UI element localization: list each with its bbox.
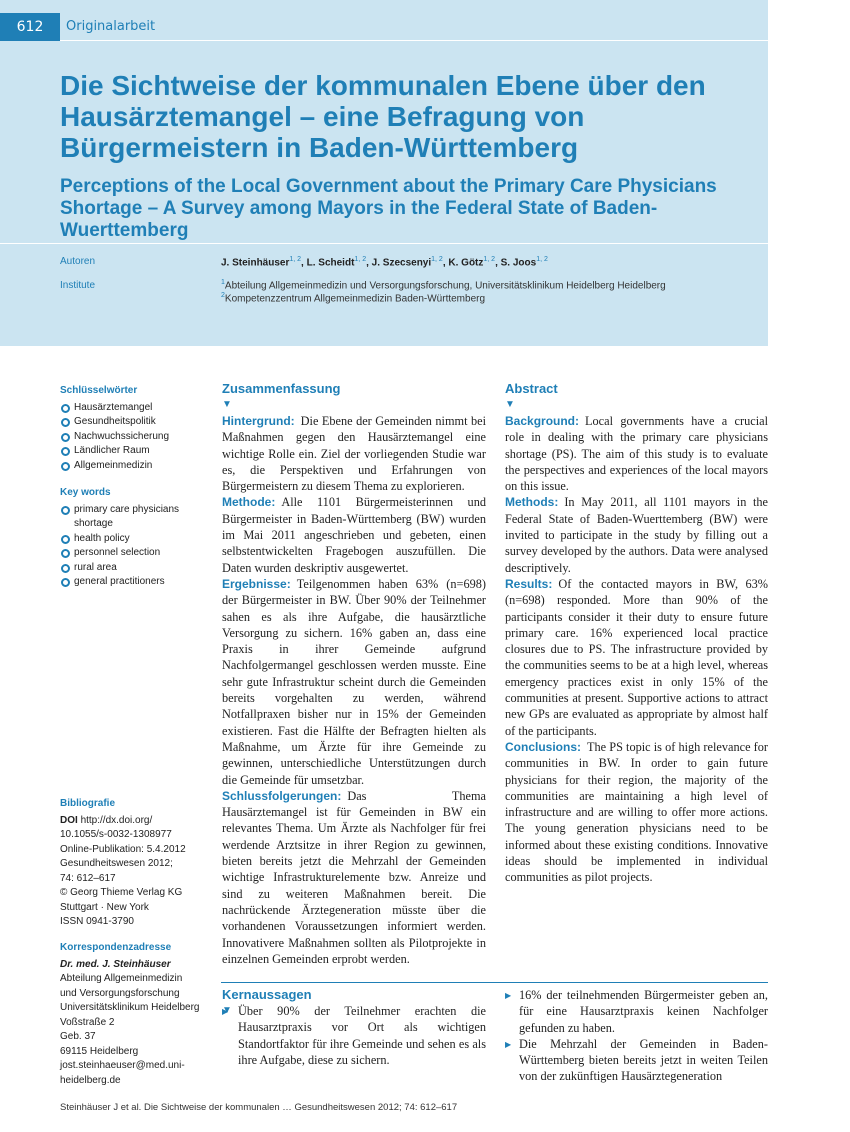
corr-email[interactable]: heidelberg.de [60, 1074, 121, 1086]
kern-item: ▶ Über 90% der Teilnehmer erachten die Hausarztpraxis vor Ort als wichtigen Standortfaktor für ihre Gemeinde und sehen es als ihre Aufgabe, diese zu sichern. [222, 1003, 486, 1068]
keyword-en: health policy [60, 532, 190, 547]
keyword-de: Gesundheitspolitik [60, 415, 210, 430]
bibliography-block [60, 797, 210, 930]
biblio-heading: Bibliografie [60, 798, 116, 809]
biblio-line: Stuttgart · New York [60, 901, 149, 913]
abs-section-results: Results: Of the contacted mayors in BW, 63% (n=698) responded. More than 90% of the participants consider it their duty to ensure future primary care. 16% experienced local practice closures due to PS. The infrastructure provided by the communities seems to be at a high level, whereas emergency practices exist in only 15% of the communities at present. Supportive actions to attract new GPs are evaluated as appropriate by almost half of the participants. [505, 576, 768, 738]
institute-2: $^2$Kompetenzzentrum Allgemeinmedizin Baden-Württemberg [221, 292, 486, 305]
biblio-line: Online-Publikation: 5.4.2012 [60, 843, 186, 855]
biblio-line: 74: 612–617 [60, 872, 116, 884]
biblio-line: ISSN 0941-3790 [60, 916, 134, 927]
zusammenfassung-column [222, 381, 486, 967]
keywords-german-block [60, 384, 210, 473]
kernaussagen-heading: Kernaussagen [222, 987, 312, 1002]
keywords-english-block [60, 486, 190, 590]
author-name: J. Steinhäuser [221, 257, 290, 269]
biblio-line: © Georg Thieme Verlag KG [60, 887, 183, 898]
biblio-line: 10.1055/s-0032-1308977 [60, 829, 172, 840]
corr-line: Geb. 37 [60, 1031, 96, 1042]
corr-line: Abteilung Allgemeinmedizin [60, 973, 183, 984]
zf-section-ergebnisse: Ergebnisse: Teilgenommen haben 63% (n=698) der Bürgermeister in BW. Über 90% der Teilnehmer sahen es als ihre Aufgabe, die hausärztliche Versorgung zu sichern. 16% gaben an, dass eine Praxis in ihrer Gemeinde aufgrund Nachfolgermangel geschlossen werden musste. Eine sehr gute Infrastruktur scheint durch die Gemeinden bereits vorgehalten zu werden, während Notfallpraxen bisher nur in 15% der Gemeinden existieren. Fast die Hälfte der Befragten hielten als Maßnahme, um Ärzte für ihre Gemeinde zu gewinnen, unterschiedliche Unterstützungen durch die Gemeinde für umsetzbar. [222, 576, 486, 787]
abstract-column [505, 381, 768, 886]
biblio-doi-line: DOI http://dx.doi.org/ [60, 814, 153, 826]
kern-item: ▶ 16% der teilnehmenden Bürgermeister geben an, für eine Hausarztpraxis keinen Nachfolger gefunden zu haben. [505, 987, 768, 1036]
author-affiliation: 1, 2 [483, 256, 496, 263]
author-affiliation: 1, 2 [354, 256, 367, 263]
abstract-heading: Abstract [505, 381, 558, 396]
triangle-icon: ▼ [222, 399, 232, 410]
correspondence-block [60, 941, 220, 1088]
corr-email[interactable]: jost.steinhaeuser@med.uni- [60, 1060, 185, 1071]
page-header-bar [0, 13, 768, 41]
zusammenfassung-heading: Zusammenfassung [222, 381, 341, 396]
kernaussagen-divider [221, 982, 768, 983]
corr-line: Universitätsklinikum Heidelberg [60, 1002, 200, 1013]
author-name: J. Szecsenyi [371, 257, 432, 269]
abs-section-methods: Methods: In May 2011, all 1101 mayors in the Federal State of Baden-Wuerttemberg (BW) were invited to participate in the study by filling out a survey developed by the authors. Data were analysed descriptively. [505, 495, 768, 575]
keyword-en: primary care physicians shortage [60, 503, 190, 532]
corr-line: und Versorgungsforschung [60, 987, 180, 999]
corr-line: Voßstraße 2 [60, 1016, 115, 1028]
keywords-en-heading: Key words [60, 487, 111, 498]
kernaussagen-right [505, 987, 768, 1087]
keyword-de: Nachwuchssicherung [60, 430, 210, 445]
corr-heading: Korrespondenzadresse [60, 942, 172, 953]
zf-section-methode: Methode: Alle 1101 Bürgermeisterinnen und Bürgermeister in Baden-Württemberg (BW) wurden im Mai 2011 angeschrieben und gebeten, einen selbstentwickelten Fragebogen auszufüllen. Die Daten wurden deskriptiv ausgewertet. [222, 495, 486, 575]
authors-label: Autoren [60, 256, 96, 267]
zf-section-hintergrund: Hintergrund: Die Ebene der Gemeinden nimmt bei Maßnahmen gegen den Hausärztemangel eine wichtige Rolle ein. Ziel der vorliegenden Studie war es, die Perspektiven und Erfahrungen von Bürgermeistern zu diesem Thema zu explorieren. [222, 414, 486, 494]
page-number: 612 [0, 13, 60, 41]
institute-1: $^1$Abteilung Allgemeinmedizin und Versorgungsforschung, Universitätsklinikum Heidelberg Heidelberg [221, 279, 666, 292]
page-footer: Steinhäuser J et al. Die Sichtweise der kommunalen … Gesundheitswesen 2012; 74: 612–617 [60, 1102, 458, 1113]
kern-item: ▶ Die Mehrzahl der Gemeinden in Baden-Württemberg bieten bereits jetzt in weiten Teilen von der zukünftigen Hausärztegeneration [505, 1036, 768, 1085]
keyword-en: general practitioners [60, 575, 190, 590]
author-affiliation: 1, 2 [431, 256, 443, 263]
doi-link[interactable]: http://dx.doi.org/ [80, 814, 153, 826]
author-name: K. Götz [448, 257, 484, 269]
keywords-de-heading: Schlüsselwörter [60, 385, 138, 396]
author-list: J. Steinhäuser$^{1, 2}$, L. Scheidt$^{1, 2}$, J. Szecsenyi$^{1, 2}$, K. Götz$^{1, 2}$, S. Joos$^{1, 2}$ [221, 256, 548, 269]
keyword-de: Allgemeinmedizin [60, 459, 210, 474]
author-name: S. Joos [500, 257, 537, 269]
title-english: Perceptions of the Local Government about the Primary Care Physicians Shortage – A Survey among Mayors in the Federal State of Baden-Wuerttemberg [60, 176, 717, 241]
section-tag: Originalarbeit [66, 19, 156, 34]
abs-section-conclusions: Conclusions: The PS topic is of high relevance for communities in BW. In order to gain future physicians for their region, the majority of the communities are maintaining a high level of infrastructure and are willing to offer more actions. The young generation physicians need to be informed about these existing conditions. Innovative ideas should be implemented in individual communities as pilot projects. [505, 739, 768, 885]
keyword-en: personnel selection [60, 546, 190, 561]
author-affiliation: 1, 2 [536, 256, 548, 263]
corr-name: Dr. med. J. Steinhäuser [60, 958, 171, 970]
kernaussagen-left [222, 987, 486, 1087]
title-german: Die Sichtweise der kommunalen Ebene über den Hausärztemangel – eine Befragung von Bürgermeistern in Baden-Württemberg [60, 70, 706, 163]
zf-section-schlussfolgerungen: Schlussfolgerungen: Das Thema Hausärztemangel ist für Gemeinden in BW ein relevantes Thema. Um Ärzte als Nachfolger für frei werdende Arztsitze in ihrer Region zu gewinnen, bieten bereits jetzt die Mehrzahl der Gemeinden wichtige Infrastrukturelemente bzw. Anreize und sind zu weiteren Maßnahmen bereit. Die nachrückende Ärztegeneration müsste über die vorhandenen Voraussetzungen informiert werden. Innovativere Maßnahmen sollten als Pilotprojekte in einzelnen Gemeinden erprobt werden. [222, 788, 486, 966]
biblio-line: Gesundheitswesen 2012; [60, 858, 173, 869]
author-affiliation: 1, 2 [289, 256, 302, 263]
keyword-de: Hausärztemangel [60, 401, 210, 416]
author-name: L. Scheidt [306, 257, 355, 269]
institutes-label: Institute [60, 280, 96, 291]
corr-line: 69115 Heidelberg [60, 1045, 139, 1057]
keyword-de: Ländlicher Raum [60, 444, 210, 459]
triangle-icon: ▼ [222, 1005, 232, 1016]
keyword-en: rural area [60, 561, 190, 576]
meta-divider [0, 243, 768, 244]
abs-section-background: Background: Local governments have a crucial role in dealing with the primary care physicians shortage (PS). The aim of this study is to evaluate the perspectives and experiences of the local mayors on this issue. [505, 414, 768, 494]
triangle-icon: ▼ [505, 399, 515, 410]
